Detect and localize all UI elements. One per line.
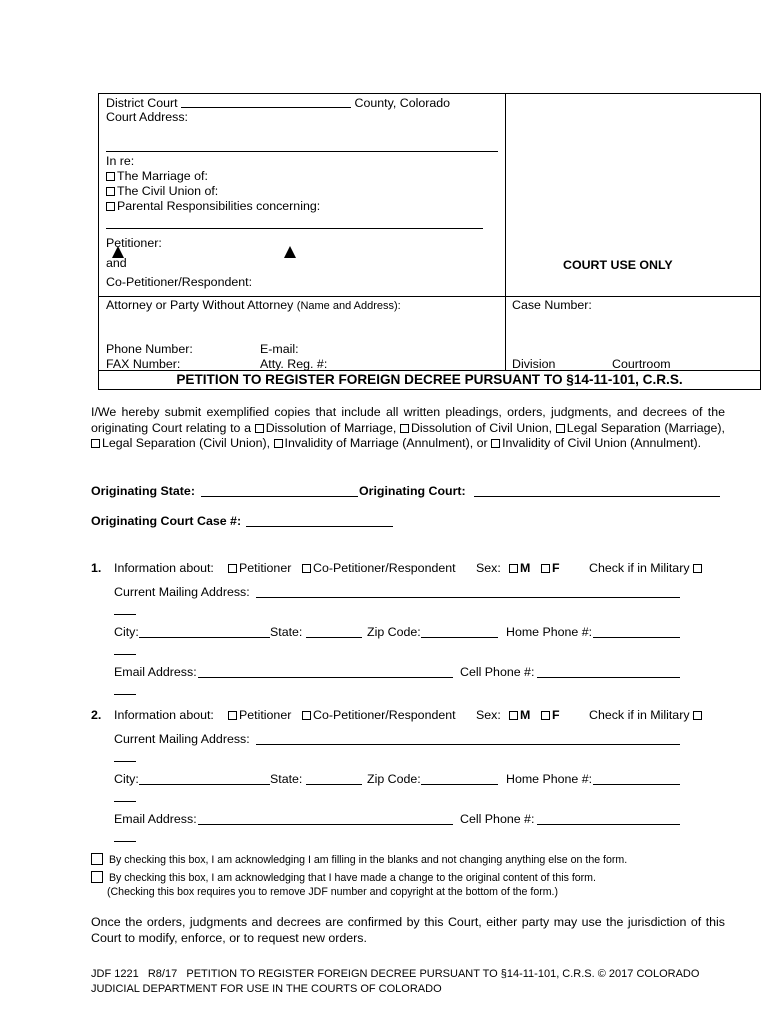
party-1-co-petitioner-label: Co-Petitioner/Respondent [313,561,456,575]
party-2-female-checkbox[interactable] [541,711,550,720]
closing-paragraph: Once the orders, judgments and decrees are confirmed by this Court, either party may use the jurisdiction of this Court to modify, enforce, or to request new orders. [91,915,725,945]
district-court-label: District Court [106,96,178,110]
in-re-label: In re: [106,154,135,168]
party-1-sex-female[interactable] [541,561,560,576]
fax-number-label: FAX Number: [106,357,181,371]
ack-1-checkbox[interactable] [91,853,103,865]
party-1-mailing-label: Current Mailing Address: [114,585,250,599]
party-2-number: 2. [91,708,102,722]
attorney-label: Attorney or Party Without Attorney [106,298,294,312]
checkbox-legal-separation-marriage[interactable] [556,424,565,433]
party-2-petitioner-label: Petitioner [239,708,292,722]
party-2-cell-label: Cell Phone #: [460,812,535,826]
checkbox-dissolution-civil-union[interactable] [400,424,409,433]
party-1-military[interactable] [589,561,704,576]
atty-reg-label: Atty. Reg. #: [260,357,328,371]
intro-opt-invalidity-civil-union: Invalidity of Civil Union (Annulment). [502,436,702,450]
party-2-city-field[interactable] [139,784,270,785]
party-2-male-checkbox[interactable] [509,711,518,720]
petitioner-label: Petitioner: [106,236,162,250]
party-2-military-label: Check if in Military [589,708,690,722]
party-1-military-label: Check if in Military [589,561,690,575]
party-1-home-phone-label: Home Phone #: [506,625,593,639]
checkbox-parental[interactable] [106,202,115,211]
party-2-email-field[interactable] [198,824,453,825]
party-1-zip-field[interactable] [421,637,498,638]
form-title: PETITION TO REGISTER FOREIGN DECREE PURSUANT TO §14-11-101, C.R.S. [176,372,683,387]
caption-divider-vertical [505,93,506,371]
party-1-military-checkbox[interactable] [693,564,702,573]
ack-2-checkbox[interactable] [91,871,103,883]
party-2-home-phone-label: Home Phone #: [506,772,593,786]
party-2-zip-label: Zip Code: [367,772,421,786]
ack-1[interactable] [91,853,627,867]
intro-paragraph [91,405,725,452]
party-1-email-field[interactable] [198,677,453,678]
party-2-home-phone-field-cont[interactable] [114,801,136,802]
checkbox-invalidity-marriage[interactable] [274,439,283,448]
originating-case-field[interactable] [246,526,393,527]
and-label: and [106,256,127,270]
intro-opt-dissolution-civil-union: Dissolution of Civil Union, [410,420,556,435]
party-2-cell-field[interactable] [537,824,680,825]
party-2-info-label: Information about: [114,708,214,722]
party-1-petitioner-checkbox[interactable] [228,564,237,573]
parties-names-field[interactable] [106,228,483,229]
court-use-only: COURT USE ONLY [563,258,673,272]
party-2-sex-label: Sex: [476,708,501,722]
party-1-mailing-field[interactable] [256,597,680,598]
party-1-petitioner-label: Petitioner [239,561,292,575]
party-1-city-label: City: [114,625,139,639]
party-2-state-field[interactable] [306,784,362,785]
party-2-female-label: F [552,708,560,722]
ack-2-text: By checking this box, I am acknowledging that I have made a change to the original content of this form. [108,872,596,884]
intro-opt-legal-separation-civil-union: Legal Separation (Civil Union), [102,436,274,450]
courtroom-label: Courtroom [612,357,671,371]
party-1-male-checkbox[interactable] [509,564,518,573]
party-1-home-phone-field[interactable] [593,637,680,638]
caption-box [98,93,761,371]
triangle-marker-right [284,246,296,258]
district-court-county-field[interactable] [181,95,351,108]
option-civil-union-label: The Civil Union of: [117,184,219,198]
option-civil-union[interactable] [106,184,218,199]
party-1-female-label: F [552,561,560,575]
party-1-co-petitioner-option[interactable] [302,561,456,576]
intro-opt-invalidity-marriage: Invalidity of Marriage (Annulment), or [284,436,492,450]
originating-state-field[interactable] [201,496,358,497]
party-1-sex-male[interactable] [509,561,530,576]
email-label: E-mail: [260,342,299,356]
party-2-co-petitioner-label: Co-Petitioner/Respondent [313,708,456,722]
party-1-home-phone-field-cont[interactable] [114,654,136,655]
party-1-number: 1. [91,561,102,575]
footer-line-2: JUDICIAL DEPARTMENT FOR USE IN THE COURTS OF COLORADO [91,983,442,995]
party-2-mailing-label: Current Mailing Address: [114,732,250,746]
ack-2-note: (Checking this box requires you to remove JDF number and copyright at the bottom of the form.) [107,886,559,898]
party-1-sex-label: Sex: [476,561,501,575]
phone-number-label: Phone Number: [106,342,193,356]
party-1-co-petitioner-checkbox[interactable] [302,564,311,573]
ack-2[interactable] [91,871,596,885]
party-1-state-field[interactable] [306,637,362,638]
party-2-male-label: M [520,708,531,722]
court-address-label: Court Address: [106,110,188,124]
party-1-petitioner-option[interactable] [228,561,291,576]
option-parental-label: Parental Responsibilities concerning: [117,199,321,213]
county-colorado-label: County, Colorado [354,96,451,110]
option-parental[interactable] [106,199,320,214]
originating-case-label: Originating Court Case #: [91,514,242,528]
ack-1-text: By checking this box, I am acknowledging I am filling in the blanks and not changing anything else on the form. [108,854,628,866]
party-2-co-petitioner-option[interactable] [302,708,456,723]
party-1-city-field[interactable] [139,637,270,638]
party-2-sex-female[interactable] [541,708,560,723]
party-1-email-label: Email Address: [114,665,197,679]
attorney-line [106,298,401,313]
option-marriage[interactable] [106,169,208,184]
party-2-home-phone-field[interactable] [593,784,680,785]
party-2-petitioner-option[interactable] [228,708,291,723]
intro-opt-dissolution-marriage: Dissolution of Marriage, [265,420,400,435]
party-1-cell-label: Cell Phone #: [460,665,535,679]
party-2-petitioner-checkbox[interactable] [228,711,237,720]
party-2-military-checkbox[interactable] [693,711,702,720]
intro-opt-legal-separation-marriage: Legal Separation (Marriage), [566,420,725,435]
party-1-info-label: Information about: [114,561,214,575]
co-petitioner-label: Co-Petitioner/Respondent: [106,275,253,289]
party-2-mailing-field[interactable] [256,744,680,745]
originating-state-label: Originating State: [91,484,195,498]
footer-line-1: JDF 1221 R8/17 PETITION TO REGISTER FOREIGN DECREE PURSUANT TO §14-11-101, C.R.S. © 2017 COLORADO [91,968,700,980]
party-1-mailing-field-cont[interactable] [114,614,136,615]
district-court-line [106,95,450,111]
triangle-marker-left [112,246,124,258]
party-1-cell-field[interactable] [537,677,680,678]
division-label: Division [512,357,556,371]
checkbox-invalidity-civil-union[interactable] [491,439,500,448]
party-1-state-label: State: [270,625,303,639]
checkbox-civil-union[interactable] [106,187,115,196]
party-2-mailing-field-cont[interactable] [114,761,136,762]
originating-court-field[interactable] [474,496,720,497]
checkbox-marriage[interactable] [106,172,115,181]
party-1-zip-label: Zip Code: [367,625,421,639]
attorney-note: (Name and Address): [296,300,401,312]
party-1-female-checkbox[interactable] [541,564,550,573]
caption-divider-attorney [98,296,761,297]
case-number-label: Case Number: [512,298,592,312]
party-1-male-label: M [520,561,531,575]
party-2-email-label: Email Address: [114,812,197,826]
intro-text: I/We hereby submit exemplified copies that include all written pleadings, orders, judgments, and decrees of the originating Court relating to a [91,405,725,435]
party-2-co-petitioner-checkbox[interactable] [302,711,311,720]
court-address-field[interactable] [106,151,498,152]
party-2-state-label: State: [270,772,303,786]
originating-court-label: Originating Court: [359,484,466,498]
checkbox-legal-separation-civil-union[interactable] [91,439,100,448]
party-2-city-label: City: [114,772,139,786]
party-2-military[interactable] [589,708,704,723]
option-marriage-label: The Marriage of: [117,169,208,183]
party-2-zip-field[interactable] [421,784,498,785]
party-2-sex-male[interactable] [509,708,530,723]
checkbox-dissolution-marriage[interactable] [255,424,264,433]
party-2-cell-field-cont[interactable] [114,841,136,842]
party-1-cell-field-cont[interactable] [114,694,136,695]
